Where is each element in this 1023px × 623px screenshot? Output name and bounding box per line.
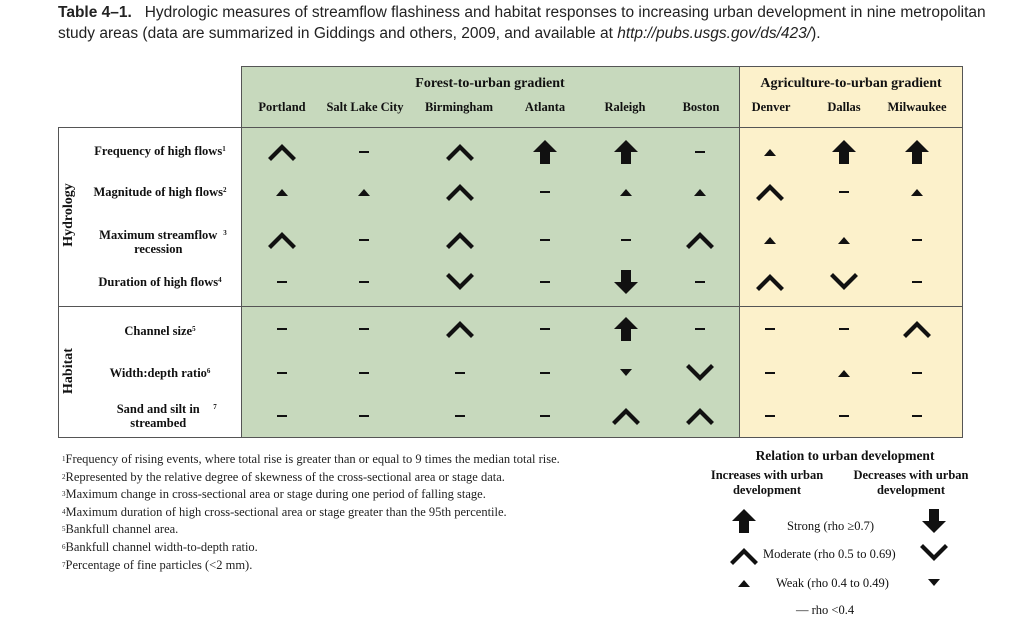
dash-icon [750,401,790,431]
weak-up-arrow-icon [824,358,864,388]
dash-icon [525,225,565,255]
city-header: Birmingham [424,100,494,114]
legend-strong-up-icon [724,506,764,536]
gradient-header-agriculture: Agriculture-to-urban gradient [760,76,942,91]
bottom-border [58,437,963,438]
row-label: Sand and silt in streambed$^7$ [116,402,217,430]
strong-up-arrow-icon [824,137,864,167]
dash-icon [606,225,646,255]
weak-up-arrow-icon [897,177,937,207]
moderate-up-arrow-icon [606,401,646,431]
city-header: Dallas [827,100,861,114]
dash-icon [344,314,384,344]
weak-up-arrow-icon [262,177,302,207]
dash-icon [440,401,480,431]
footnotes [62,451,702,574]
legend-none-label: — rho <0.4 [796,603,855,617]
weak-down-arrow-icon [606,358,646,388]
city-header: Boston [682,100,720,114]
dash-icon [262,401,302,431]
row-label: Channel size$^5$ [124,324,196,338]
gradient-header-forest: Forest-to-urban gradient [415,76,565,91]
moderate-up-arrow-icon [440,314,480,344]
moderate-up-arrow-icon [262,137,302,167]
city-header: Denver [751,100,791,114]
legend-moderate-up-icon [724,541,764,571]
dash-icon [824,314,864,344]
group-label-habitat: Habitat [61,348,76,394]
weak-up-arrow-icon [680,177,720,207]
legend-title: Relation to urban development [755,448,935,463]
city-header: Portland [258,100,306,114]
weak-up-arrow-icon [606,177,646,207]
moderate-up-arrow-icon [440,177,480,207]
row-label: Frequency of high flows$^1$ [94,144,226,158]
moderate-up-arrow-icon [440,225,480,255]
dash-icon [750,314,790,344]
footnote: $^5$Bankfull channel area. [62,522,179,537]
footnote: $^3$Maximum change in cross-sectional area or stage during one period of falling stage. [62,487,486,502]
row-label: Maximum streamflow recession$^3$ [99,228,227,256]
footnote: $^6$Bankfull channel width-to-depth ratio. [62,539,258,554]
legend-strong-label: Strong (rho ≥0.7) [787,519,875,533]
moderate-down-arrow-icon [680,358,720,388]
weak-up-arrow-icon [750,137,790,167]
forest-region [241,66,739,438]
weak-up-arrow-icon [824,225,864,255]
dash-icon [897,401,937,431]
legend-decreases: Decreases with urban development [853,468,969,497]
caption-text: Hydrologic measures of streamflow flashiness and habitat responses to increasing urban development in nine metropolitan study areas (data are summarized in Giddings and others, 2009, and available at [58,4,986,42]
dash-icon [525,314,565,344]
dash-icon [344,225,384,255]
dash-icon [525,267,565,297]
footnote: $^2$Represented by the relative degree of skewness of the cross-sectional area or stage data. [62,469,505,484]
legend-weak-label: Weak (rho 0.4 to 0.49) [776,576,889,590]
dash-icon [525,401,565,431]
legend-weak-up-icon [724,568,764,598]
dash-icon [680,267,720,297]
dash-icon [344,137,384,167]
moderate-up-arrow-icon [750,177,790,207]
top-border [241,66,963,67]
strong-up-arrow-icon [525,137,565,167]
moderate-up-arrow-icon [262,225,302,255]
dash-icon [680,137,720,167]
row-label: Magnitude of high flows$^2$ [93,185,227,199]
moderate-down-arrow-icon [440,267,480,297]
legend-moderate-down-icon [914,538,954,568]
none-dash-icon: — [796,603,809,617]
dash-icon [525,358,565,388]
dash-icon [344,267,384,297]
moderate-up-arrow-icon [897,314,937,344]
strong-up-arrow-icon [606,137,646,167]
dash-icon [262,314,302,344]
caption-label: Table 4–1. [58,4,132,21]
legend-strong-down-icon [914,506,954,536]
footnote: $^1$Frequency of rising events, where total rise is greater than or equal to 9 times the median total rise. [62,452,560,466]
header-divider [58,127,963,128]
left-border [58,127,59,438]
table-caption [58,2,988,44]
caption-end: ). [811,25,821,42]
right-border [962,66,963,438]
weak-up-arrow-icon [344,177,384,207]
caption-url[interactable]: http://pubs.usgs.gov/ds/423/ [617,25,812,42]
legend-weak-down-icon [914,568,954,598]
dash-icon [262,267,302,297]
label-divider [241,66,242,438]
strong-up-arrow-icon [897,137,937,167]
dash-icon [440,358,480,388]
city-header: Salt Lake City [326,100,404,114]
city-header: Atlanta [524,100,566,114]
dash-icon [262,358,302,388]
legend-moderate-label: Moderate (rho 0.5 to 0.69) [763,547,896,561]
row-label: Width:depth ratio$^6$ [109,366,211,380]
dash-icon [897,225,937,255]
group-label-hydrology: Hydrology [61,183,76,247]
dash-icon [897,267,937,297]
weak-up-arrow-icon [750,225,790,255]
dash-icon [344,401,384,431]
moderate-up-arrow-icon [750,267,790,297]
dash-icon [897,358,937,388]
row-label: Duration of high flows$^4$ [98,275,222,289]
moderate-up-arrow-icon [680,225,720,255]
gradient-divider [739,66,740,438]
group-divider [58,306,963,307]
dash-icon [824,401,864,431]
dash-icon [824,177,864,207]
moderate-up-arrow-icon [680,401,720,431]
moderate-up-arrow-icon [440,137,480,167]
footnote: $^7$Percentage of fine particles (<2 mm). [62,557,253,572]
city-header: Raleigh [604,100,646,114]
dash-icon [680,314,720,344]
legend-increases: Increases with urban development [710,468,824,497]
dash-icon [344,358,384,388]
strong-down-arrow-icon [606,267,646,297]
city-header: Milwaukee [887,100,947,114]
footnote: $^4$Maximum duration of high cross-sectional area or stage greater than the 95th percentile. [62,504,507,519]
dash-icon [525,177,565,207]
dash-icon [750,358,790,388]
strong-up-arrow-icon [606,314,646,344]
moderate-down-arrow-icon [824,267,864,297]
